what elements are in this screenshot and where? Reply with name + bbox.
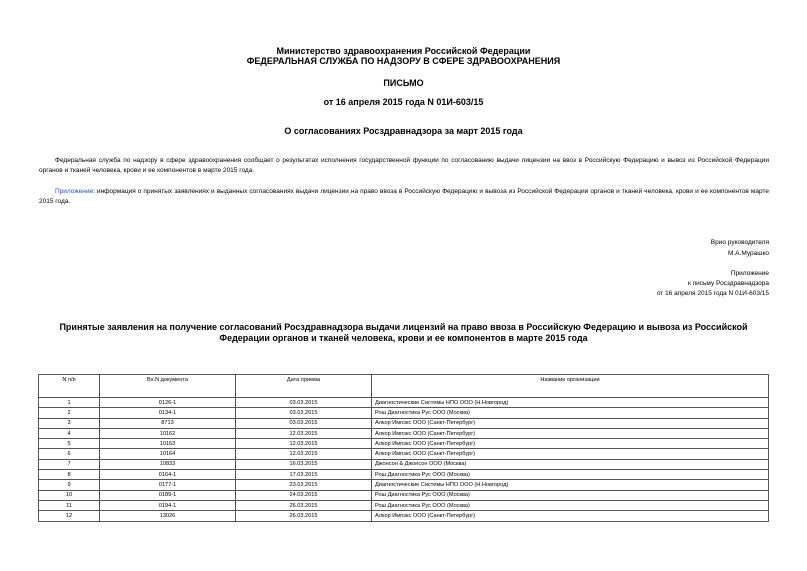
doc-date: от 16 апреля 2015 года N 01И-603/15 (323, 97, 484, 107)
cell-doc-number: 10162 (100, 428, 236, 438)
cell-doc-number: 8713 (100, 418, 236, 428)
cell-date: 23.03.2015 (236, 480, 372, 490)
table-row (39, 500, 769, 510)
cell-number: 3 (39, 418, 100, 428)
cell-org: Рош Диагностика Рус ООО (Москва) (372, 500, 769, 510)
table-row (39, 449, 769, 459)
cell-number: 6 (39, 449, 100, 459)
table-row (39, 490, 769, 500)
cell-number: 11 (39, 500, 100, 510)
cell-org: Алкор Импэкс ООО (Санкт-Петербург) (372, 439, 769, 449)
appendix-label: Приложение (730, 270, 769, 277)
cell-number: 10 (39, 490, 100, 500)
cell-org: Алкор Импэкс ООО (Санкт-Петербург) (372, 418, 769, 428)
cell-date: 12.03.2015 (236, 449, 372, 459)
cell-org: Диагностические Системы НПО ООО (Н.Новгород) (372, 398, 769, 408)
cell-org: Алкор Импэкс ООО (Санкт-Петербург) (372, 511, 769, 521)
cell-number: 4 (39, 428, 100, 438)
paragraph-main: Федеральная служба по надзору в сфере здравоохранения сообщает о результатах исполнения государственной функции по согласованию выдачи лицензии на ввоз в Российскую Федерацию и вывоз из Российской Федерации органов и тканей человека, крови и ее компонентов в марте 2015 года. (39, 157, 769, 174)
cell-org: Рош Диагностика Рус ООО (Москва) (372, 408, 769, 418)
header-doc-number: Вх.N документа (100, 375, 236, 398)
cell-doc-number: 0194-1 (100, 500, 236, 510)
ministry-name: Министерство здравоохранения Российской Федерации (276, 46, 531, 56)
cell-date: 16.03.2015 (236, 459, 372, 469)
table-row (39, 470, 769, 480)
cell-number: 1 (39, 398, 100, 408)
cell-doc-number: 0189-1 (100, 490, 236, 500)
cell-doc-number: 0164-1 (100, 470, 236, 480)
cell-org: Рош Диагностика Рус ООО (Москва) (372, 490, 769, 500)
header-date: Дата приема (236, 375, 372, 398)
appendix-ref: от 16 апреля 2015 года N 01И-603/15 (656, 290, 769, 297)
table-row (39, 511, 769, 521)
cell-date: 26.03.2015 (236, 511, 372, 521)
table-title: Принятые заявления на получение согласований Росздравнадзора выдачи лицензий на право ввоза в Российскую Федерацию и вывоза из Российской Федерации органов и тканей человека, крови и ее компонентов в марте 2015 года (59, 322, 748, 343)
cell-date: 12.03.2015 (236, 439, 372, 449)
table-row (39, 459, 769, 469)
cell-org: Джонсон & Джонсон ООО (Москва) (372, 459, 769, 469)
cell-number: 2 (39, 408, 100, 418)
applications-table (38, 374, 769, 522)
cell-doc-number: 0134-1 (100, 408, 236, 418)
cell-number: 12 (39, 511, 100, 521)
cell-date: 17.03.2015 (236, 470, 372, 480)
cell-date: 26.03.2015 (236, 500, 372, 510)
doc-subject: О согласованиях Росздравнадзора за март 2015 года (284, 126, 523, 136)
signature-position: Врио руководителя (710, 239, 769, 246)
cell-doc-number: 10164 (100, 449, 236, 459)
cell-doc-number: 0126-1 (100, 398, 236, 408)
table-header-row (39, 375, 769, 398)
service-name: ФЕДЕРАЛЬНАЯ СЛУЖБА ПО НАДЗОРУ В СФЕРЕ ЗДРАВООХРАНЕНИЯ (246, 56, 561, 66)
cell-doc-number: 10833 (100, 459, 236, 469)
cell-number: 9 (39, 480, 100, 490)
cell-number: 5 (39, 439, 100, 449)
cell-date: 03.03.2015 (236, 408, 372, 418)
cell-doc-number: 0177-1 (100, 480, 236, 490)
cell-date: 24.03.2015 (236, 490, 372, 500)
doc-type: ПИСЬМО (383, 78, 424, 88)
table-row (39, 418, 769, 428)
table-row (39, 428, 769, 438)
signature-name: М.А.Мурашко (727, 250, 769, 257)
cell-date: 03.03.2015 (236, 398, 372, 408)
cell-org: Алкор Импэкс ООО (Санкт-Петербург) (372, 449, 769, 459)
appendix-to-letter: к письму Росздравнадзора (687, 280, 769, 287)
table-row (39, 398, 769, 408)
attachment-text: : информация о принятых заявлениях и выданных согласованиях выдачи лицензии на право ввоза в Российскую Федерацию и вывоза из Российской Федерации органов и тканей человека, крови и ее компонентов марте 2015 года. (39, 188, 769, 205)
table-row (39, 439, 769, 449)
table-body (39, 398, 769, 522)
table-row (39, 480, 769, 490)
cell-org: Рош Диагностика Рус ООО (Москва) (372, 470, 769, 480)
header-number: N п/п (39, 375, 100, 398)
attachment-link[interactable]: Приложение (55, 188, 94, 195)
cell-date: 03.03.2015 (236, 418, 372, 428)
cell-number: 8 (39, 470, 100, 480)
cell-doc-number: 13026 (100, 511, 236, 521)
paragraph-attachment (39, 187, 769, 207)
cell-org: Алкор Импэкс ООО (Санкт-Петербург) (372, 428, 769, 438)
cell-number: 7 (39, 459, 100, 469)
table-row (39, 408, 769, 418)
cell-doc-number: 10163 (100, 439, 236, 449)
cell-date: 12.03.2015 (236, 428, 372, 438)
cell-org: Диагностические Системы НПО ООО (Н.Новгород) (372, 480, 769, 490)
header-org: Название организации (372, 375, 769, 398)
